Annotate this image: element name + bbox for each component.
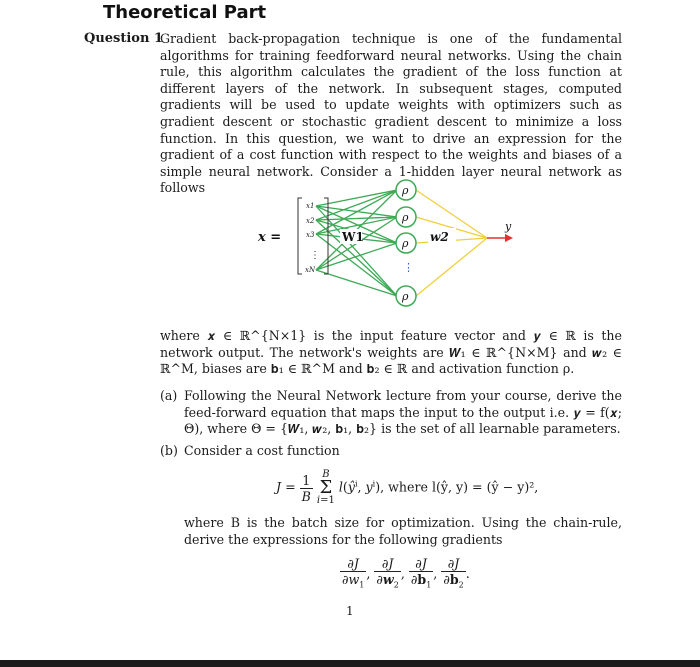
input-x2: x2 — [306, 217, 315, 225]
part-b-text: where B is the batch size for optimization. Using the chain-rule, derive the expressions for the following gradients — [184, 515, 622, 547]
question-label: Question 1 — [84, 31, 164, 46]
hidden-nodes — [396, 180, 416, 306]
input-xN: xN — [305, 266, 316, 274]
input-x3: x3 — [306, 231, 315, 239]
input-ellipsis: ⋮ — [310, 250, 320, 261]
hidden-node-2-label: ρ — [402, 211, 409, 224]
question-intro: Gradient back-propagation technique is one of the fundamental algorithms for training feedforward neural networks. Using the chain rule, this algorithm calculates the gradient of the loss function at different layers of the network. In subsequent stages, computed gradients will be used to update weights with optimizers such as gradient descent or stochastic gradient descent to minimize a loss function. In this question, we want to drive an expression for the gradient of a cost function with respect to the weights and biases of a simple neural network. Consider a 1-hidden layer neural network as follows — [160, 31, 622, 196]
page-number: 1 — [346, 604, 354, 618]
bottom-bar — [0, 660, 700, 667]
part-a-text: Following the Neural Network lecture from your course, derive the feed-forward equation that maps the input to the output i.e. 𝒚 = f(𝒙; Θ), where Θ = {𝑾₁, 𝒘₂, 𝐛₁, 𝐛₂} is the set of all learnable parameters. — [184, 388, 622, 437]
loss-definition: , where l(ŷ, y) = (ŷ − y)², — [380, 479, 539, 495]
hidden-ellipsis: ⋮ — [403, 261, 414, 274]
w2-label: w2 — [430, 230, 449, 244]
part-b-label: (b) — [160, 443, 178, 458]
cost-function-formula: J = $\frac{1}{B}$ B Σ i=1 $l(ŷ^i$, $y^i$), where l(ŷ, y) = (ŷ − y)², — [276, 469, 539, 506]
hidden-node-3-label: ρ — [402, 237, 409, 250]
hidden-node-1-label: ρ — [402, 184, 409, 197]
part-b-intro: Consider a cost function — [184, 443, 340, 458]
output-arrow — [487, 234, 513, 242]
x-vector-label: x = — [258, 230, 282, 245]
gradient-expressions: $\frac{\partial J}{\partial w_1}$ , $\frac{\partial J}{\partial w_2}$ , $\frac{\partial J}{\partial b_1}$ , $\frac{\partial J}{\partial b_2}$ . — [342, 556, 470, 590]
input-x1: x1 — [306, 202, 315, 210]
part-a-label: (a) — [160, 388, 178, 403]
neural-network-diagram — [240, 170, 540, 320]
where-paragraph: where 𝒙 ∈ ℝ^{N×1} is the input feature vector and 𝒚 ∈ ℝ is the network output. The network's weights are 𝑾₁ ∈ ℝ^{N×M} and 𝒘₂ ∈ ℝ^M, biases are 𝐛₁ ∈ ℝ^M and 𝐛₂ ∈ ℝ and activation function ρ. — [160, 328, 622, 377]
section-title: Theoretical Part — [103, 2, 267, 23]
y-output-label: y — [505, 220, 512, 233]
hidden-node-n-label: ρ — [402, 290, 409, 303]
w1-label: W1 — [342, 230, 364, 244]
